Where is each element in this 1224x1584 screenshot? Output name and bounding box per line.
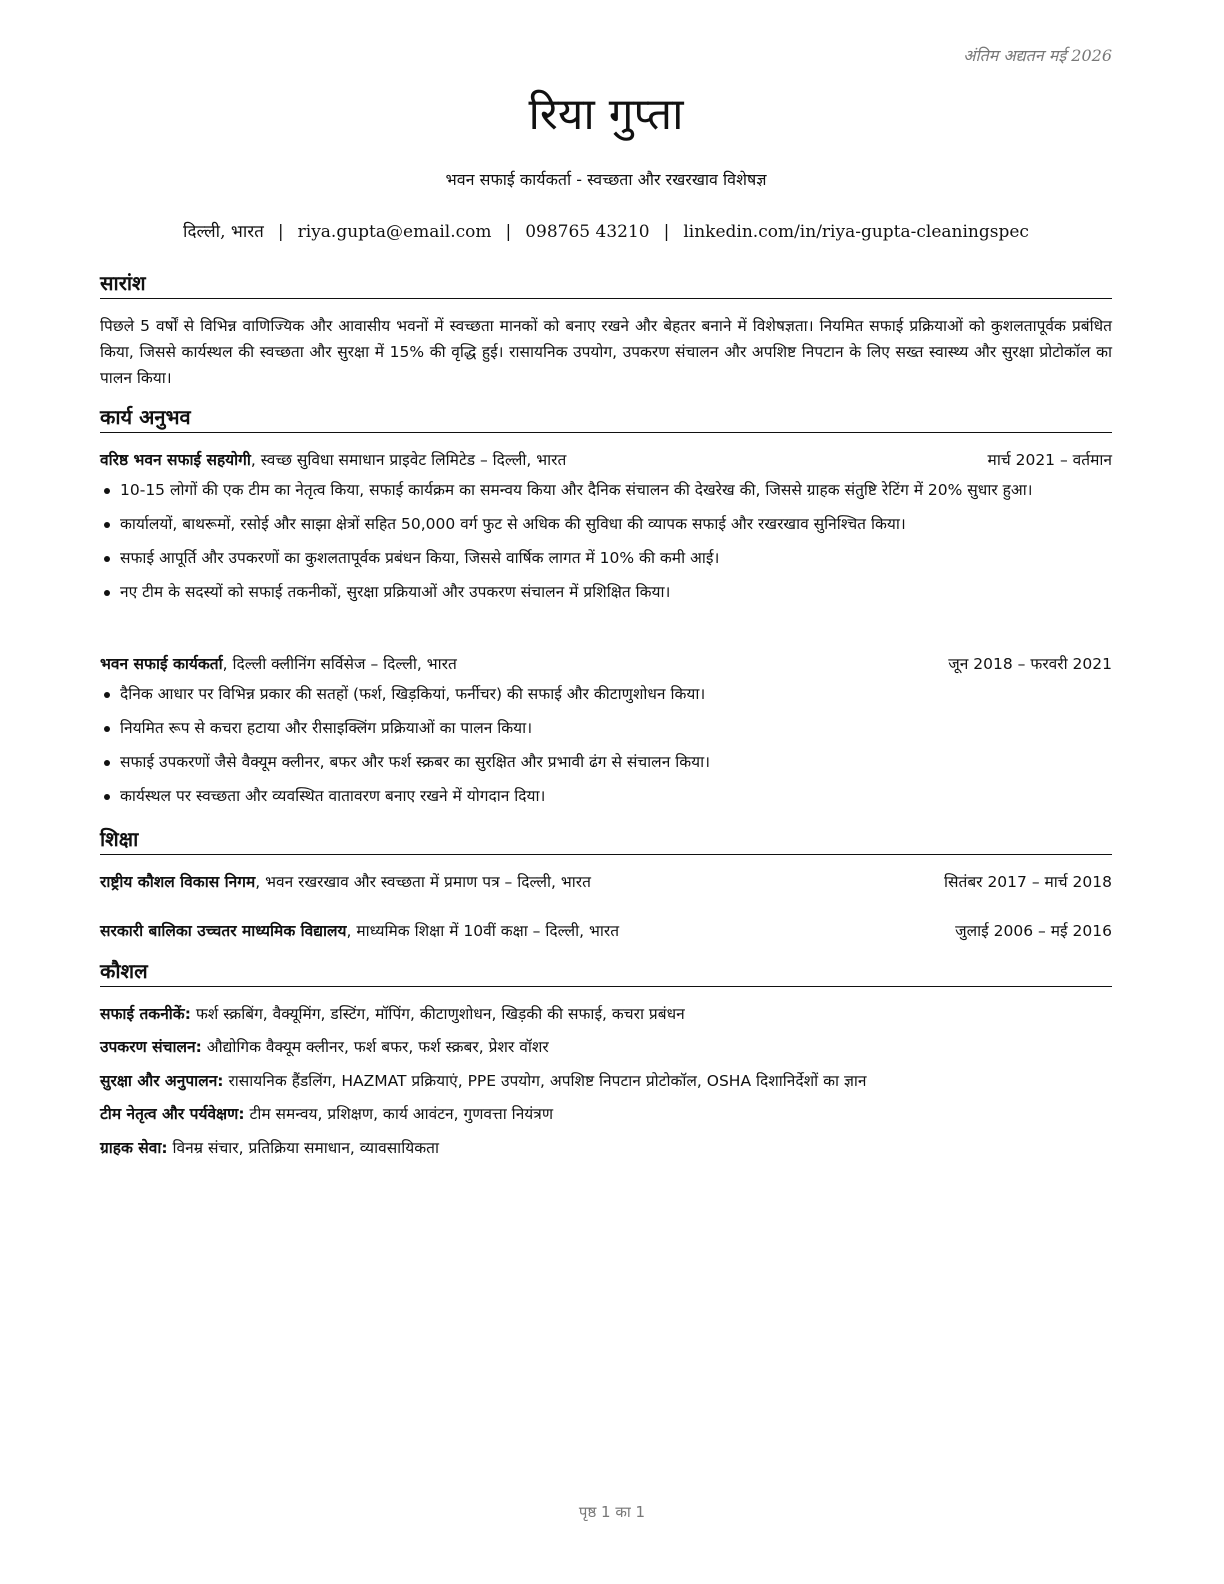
skill-line (100, 1102, 1112, 1126)
education-item (100, 870, 1112, 894)
skill-label: टीम नेतृत्व और पर्यवेक्षण: (100, 1105, 245, 1123)
job-role: भवन सफाई कार्यकर्ता (100, 655, 223, 673)
job-org: , स्वच्छ सुविधा समाधान प्राइवेट लिमिटेड – दिल्ली, भारत (250, 451, 567, 469)
candidate-name: रिया गुप्ता (528, 89, 684, 140)
contact-separator: | (505, 222, 512, 242)
summary-text: पिछले 5 वर्षों से विभिन्न वाणिज्यिक और आवासीय भवनों में स्वच्छता मानकों को बनाए रखने और बेहतर बनाने में विशेषज्ञता। नियमित सफाई प्रक्रियाओं को कुशलतापूर्वक प्रबंधित किया, जिससे कार्यस्थल की स्वच्छता और सुरक्षा में 15% की वृद्धि हुई। रासायनिक उपयोग, उपकरण संचालन और अपशिष्ट निपटान के लिए सख्त स्वास्थ्य और सुरक्षा प्रोटोकॉल का पालन किया। (100, 317, 1112, 387)
education-detail: , माध्यमिक शिक्षा में 10वीं कक्षा – दिल्ली, भारत (346, 922, 620, 940)
job-bullet: सफाई उपकरणों जैसे वैक्यूम क्लीनर, बफर और फर्श स्क्रबर का सुरक्षित और प्रभावी ढंग से संचालन किया। (100, 750, 1112, 774)
section-title-skills: कौशल (100, 958, 1112, 987)
skill-value: विनम्र संचार, प्रतिक्रिया समाधान, व्यावसायिकता (167, 1139, 439, 1157)
contact-location: दिल्ली, भारत (183, 222, 264, 242)
section-title-education: शिक्षा (100, 826, 1112, 855)
job-bullet: दैनिक आधार पर विभिन्न प्रकार की सतहों (फर्श, खिड़कियां, फर्नीचर) की सफाई और कीटाणुशोधन किया। (100, 682, 1112, 706)
job-dates: मार्च 2021 – वर्तमान (987, 451, 1112, 469)
section-title-experience: कार्य अनुभव (100, 404, 1112, 433)
section-title-summary: सारांश (100, 270, 1112, 299)
education-detail: , भवन रखरखाव और स्वच्छता में प्रमाण पत्र – दिल्ली, भारत (255, 873, 591, 891)
candidate-subtitle: भवन सफाई कार्यकर्ता - स्वच्छता और रखरखाव विशेषज्ञ (445, 170, 767, 189)
skill-value: फर्श स्क्रबिंग, वैक्यूमिंग, डस्टिंग, मॉपिंग, कीटाणुशोधन, खिड़की की सफाई, कचरा प्रबंधन (190, 1005, 685, 1023)
contact-linkedin[interactable]: linkedin.com/in/riya-gupta-cleaningspec (683, 222, 1029, 242)
education-dates: जुलाई 2006 – मई 2016 (955, 922, 1112, 940)
contact-line (100, 219, 1112, 242)
job-bullet: कार्यालयों, बाथरूमों, रसोई और साझा क्षेत्रों सहित 50,000 वर्ग फुट से अधिक की सुविधा की व्यापक सफाई और रखरखाव सुनिश्चित किया। (100, 512, 1112, 536)
job-org: , दिल्ली क्लीनिंग सर्विसेज – दिल्ली, भारत (222, 655, 457, 673)
job-bullet: सफाई आपूर्ति और उपकरणों का कुशलतापूर्वक प्रबंधन किया, जिससे वार्षिक लागत में 10% की कमी आई। (100, 546, 1112, 570)
skill-label: सफाई तकनीकें: (100, 1005, 191, 1023)
job-header (100, 652, 1112, 676)
job-bullets (100, 478, 1112, 614)
job-bullet: कार्यस्थल पर स्वच्छता और व्यवस्थित वातावरण बनाए रखने में योगदान दिया। (100, 784, 1112, 808)
skill-value: औद्योगिक वैक्यूम क्लीनर, फर्श बफर, फर्श स्क्रबर, प्रेशर वॉशर (201, 1038, 549, 1056)
contact-separator: | (277, 222, 284, 242)
skill-line (100, 1035, 1112, 1059)
job-header (100, 448, 1112, 472)
job-bullets (100, 682, 1112, 818)
skill-line (100, 1136, 1112, 1160)
job-bullet: नए टीम के सदस्यों को सफाई तकनीकों, सुरक्षा प्रक्रियाओं और उपकरण संचालन में प्रशिक्षित किया। (100, 580, 1112, 604)
contact-phone: 098765 43210 (525, 222, 650, 242)
job-bullet: नियमित रूप से कचरा हटाया और रीसाइक्लिंग प्रक्रियाओं का पालन किया। (100, 716, 1112, 740)
skill-label: सुरक्षा और अनुपालन: (100, 1072, 224, 1090)
contact-separator: | (663, 222, 670, 242)
job-role: वरिष्ठ भवन सफाई सहयोगी (100, 451, 251, 469)
skill-label: ग्राहक सेवा: (100, 1139, 168, 1157)
skill-line (100, 1069, 1112, 1093)
skill-value: रासायनिक हैंडलिंग, HAZMAT प्रक्रियाएं, PPE उपयोग, अपशिष्ट निपटान प्रोटोकॉल, OSHA दिशानिर्देशों का ज्ञान (223, 1072, 867, 1090)
education-dates: सितंबर 2017 – मार्च 2018 (944, 873, 1112, 891)
last-updated: अंतिम अद्यतन मई 2026 (963, 46, 1112, 65)
page-number: पृष्ठ 1 का 1 (578, 1503, 646, 1521)
job-dates: जून 2018 – फरवरी 2021 (948, 655, 1112, 673)
job-bullet: 10-15 लोगों की एक टीम का नेतृत्व किया, सफाई कार्यक्रम का समन्वय किया और दैनिक संचालन की देखरेख की, जिससे ग्राहक संतुष्टि रेटिंग में 20% सुधार हुआ। (100, 478, 1112, 502)
skill-line (100, 1002, 1112, 1026)
education-item (100, 919, 1112, 943)
skill-label: उपकरण संचालन: (100, 1038, 202, 1056)
education-institution: राष्ट्रीय कौशल विकास निगम (100, 873, 256, 891)
contact-email[interactable]: riya.gupta@email.com (297, 222, 492, 242)
education-institution: सरकारी बालिका उच्चतर माध्यमिक विद्यालय (100, 922, 347, 940)
skill-value: टीम समन्वय, प्रशिक्षण, कार्य आवंटन, गुणवत्ता नियंत्रण (244, 1105, 554, 1123)
